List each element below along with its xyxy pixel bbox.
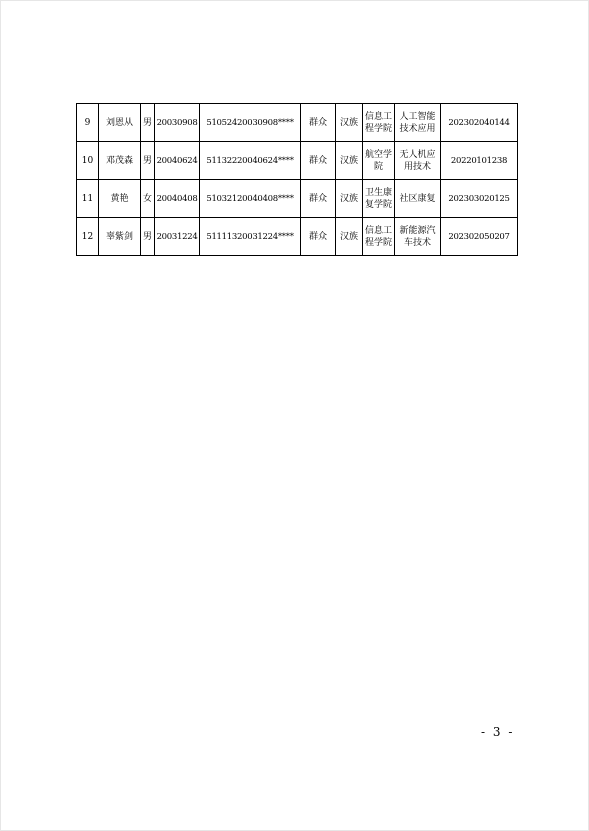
major: 社区康复 bbox=[395, 180, 441, 218]
ethnicity: 汉族 bbox=[336, 218, 363, 256]
page-number: - 3 - bbox=[481, 725, 515, 739]
major: 人工智能技术应用 bbox=[395, 104, 441, 142]
id-number: 51052420030908**** bbox=[200, 104, 301, 142]
row-number: 11 bbox=[77, 180, 99, 218]
row-number: 10 bbox=[77, 142, 99, 180]
student-name: 黄艳 bbox=[99, 180, 141, 218]
ethnicity: 汉族 bbox=[336, 180, 363, 218]
table-row bbox=[77, 142, 518, 180]
student-id: 202302050207 bbox=[441, 218, 518, 256]
birth-date: 20030908 bbox=[155, 104, 200, 142]
student-table bbox=[76, 103, 518, 256]
birth-date: 20031224 bbox=[155, 218, 200, 256]
table-row bbox=[77, 218, 518, 256]
college: 航空学院 bbox=[363, 142, 395, 180]
college: 信息工程学院 bbox=[363, 104, 395, 142]
row-number: 12 bbox=[77, 218, 99, 256]
student-name: 刘恩从 bbox=[99, 104, 141, 142]
ethnicity: 汉族 bbox=[336, 142, 363, 180]
ethnicity: 汉族 bbox=[336, 104, 363, 142]
student-name: 辜紫剑 bbox=[99, 218, 141, 256]
id-number: 51111320031224**** bbox=[200, 218, 301, 256]
political-status: 群众 bbox=[301, 180, 336, 218]
political-status: 群众 bbox=[301, 142, 336, 180]
row-number: 9 bbox=[77, 104, 99, 142]
major: 新能源汽车技术 bbox=[395, 218, 441, 256]
student-id: 202303020125 bbox=[441, 180, 518, 218]
major: 无人机应用技术 bbox=[395, 142, 441, 180]
gender: 男 bbox=[141, 218, 155, 256]
id-number: 51032120040408**** bbox=[200, 180, 301, 218]
student-id: 20220101238 bbox=[441, 142, 518, 180]
college: 卫生康复学院 bbox=[363, 180, 395, 218]
table-row bbox=[77, 104, 518, 142]
college: 信息工程学院 bbox=[363, 218, 395, 256]
birth-date: 20040408 bbox=[155, 180, 200, 218]
table-row bbox=[77, 180, 518, 218]
student-id: 202302040144 bbox=[441, 104, 518, 142]
birth-date: 20040624 bbox=[155, 142, 200, 180]
gender: 男 bbox=[141, 104, 155, 142]
political-status: 群众 bbox=[301, 218, 336, 256]
gender: 女 bbox=[141, 180, 155, 218]
id-number: 51132220040624**** bbox=[200, 142, 301, 180]
student-name: 邓茂森 bbox=[99, 142, 141, 180]
political-status: 群众 bbox=[301, 104, 336, 142]
gender: 男 bbox=[141, 142, 155, 180]
